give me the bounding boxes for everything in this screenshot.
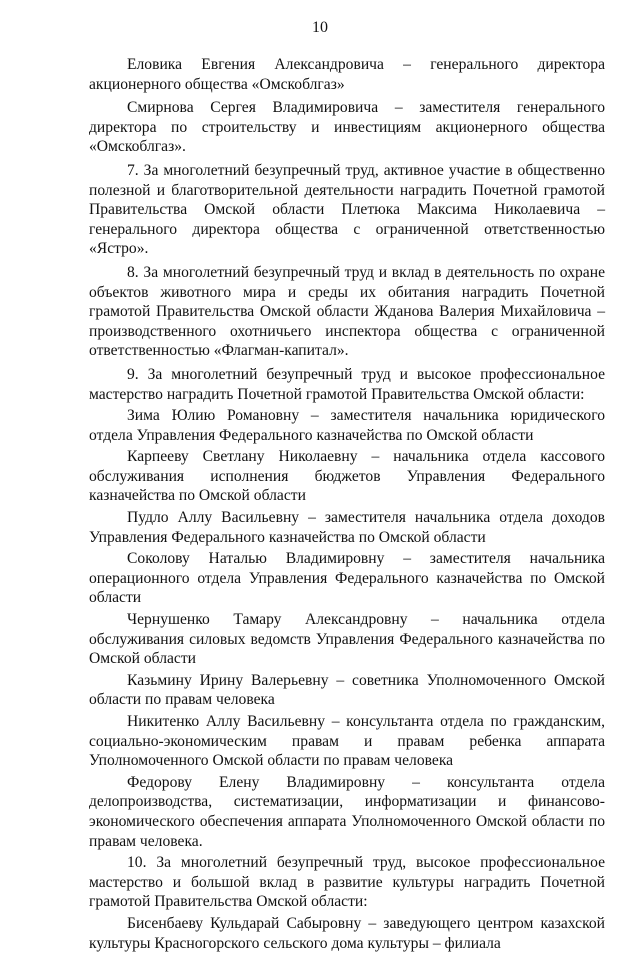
paragraph-bisenbaeva: Бисенбаеву Кульдарай Сабыровну – заведующего центром казахской культуры Красногорского сельского дома культуры – филиала: [89, 914, 605, 952]
paragraph-nikitenko: Никитенко Аллу Васильевну – консультанта отдела по гражданским, социально-экономическим правам и правам ребенка аппарата Уполномоченного Омской области по правам человека: [89, 713, 605, 770]
paragraph-item-8: 8. За многолетний безупречный труд и вклад в деятельность по охране объектов животного мира и среды их обитания наградить Почетной грамотой Правительства Омской области Жданова Валерия Михайловича – производственного охотничьего инспектора общества с ограниченной ответственностью «Флагман-капитал».: [89, 263, 605, 360]
paragraph-karpeeva: Карпееву Светлану Николаевну – начальника отдела кассового обслуживания исполнения бюджетов Управления Федерального казначейства по Омской области: [89, 448, 605, 505]
paragraph-smirnov: Смирнова Сергея Владимировича – заместителя генерального директора по строительству и инвестициям акционерного общества «Омскоблгаз».: [89, 99, 605, 156]
paragraph-zima: Зима Юлию Романовну – заместителя начальника юридического отдела Управления Федерального казначейства по Омской области: [89, 407, 605, 444]
paragraph-sokolova: Соколову Наталью Владимировну – заместителя начальника операционного отдела Управления Федерального казначейства по Омской области: [89, 550, 605, 607]
paragraph-kazmina: Казьмину Ирину Валерьевну – советника Уполномоченного Омской области по правам человека: [89, 671, 605, 709]
paragraph-pudlo: Пудло Аллу Васильевну – заместителя начальника отдела доходов Управления Федерального казначейства по Омской области: [89, 509, 605, 546]
paragraph-fedorova: Федорову Елену Владимировну – консультанта отдела делопроизводства, систематизации, информатизации и финансово-экономического обеспечения аппарата Уполномоченного Омской области по правам человека.: [89, 773, 605, 850]
paragraph-chernushenko: Чернушенко Тамару Александровну – начальника отдела обслуживания силовых ведомств Управления Федерального казначейства по Омской области: [89, 611, 605, 668]
paragraph-item-10: 10. За многолетний безупречный труд, высокое профессиональное мастерство и большой вклад в развитие культуры наградить Почетной грамотой Правительства Омской области:: [89, 854, 605, 911]
document-body: [89, 55, 605, 955]
paragraph-item-7: 7. За многолетний безупречный труд, активное участие в общественно полезной и благотворительной деятельности наградить Почетной грамотой Правительства Омской области Плетюка Максима Николаевича – генерального директора общества с ограниченной ответственностью «Ястро».: [89, 161, 605, 258]
page-number: 10: [312, 19, 328, 36]
paragraph-elovik: Еловика Евгения Александровича – генерального директора акционерного общества «Омскоблгаз»: [89, 56, 605, 93]
paragraph-item-9: 9. За многолетний безупречный труд и высокое профессиональное мастерство наградить Почетной грамотой Правительства Омской области:: [89, 365, 605, 403]
